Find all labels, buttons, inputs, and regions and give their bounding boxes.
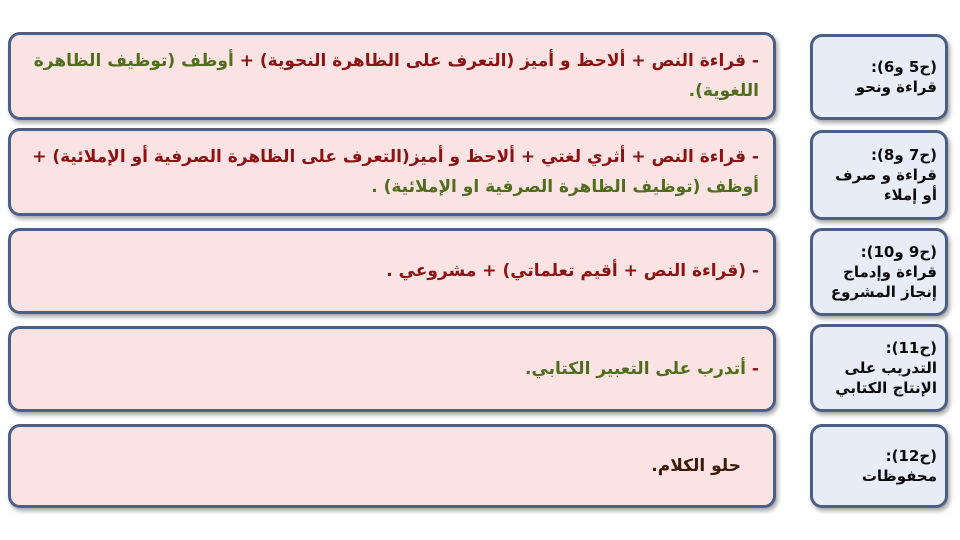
session-label-box: [810, 228, 948, 316]
session-label-box: [810, 424, 948, 508]
activities-box: [8, 424, 776, 508]
activity-segment: أتدرب على التعبير الكتابي.: [524, 359, 747, 379]
activity-segment: - قراءة النص + ألاحظ و أميز (التعرف على الظاهرة النحوية) +: [233, 51, 759, 71]
session-number: (ح9 و10):: [860, 243, 937, 261]
session-type: قراءة ونحو: [855, 78, 937, 96]
activities-text: [25, 142, 759, 202]
activity-segment: -: [746, 359, 759, 379]
activity-segment: أوظف (توظيف الظاهرة الصرفية او الإملائية) .: [371, 177, 759, 197]
session-type: الإنتاج الكتابي: [835, 379, 937, 397]
session-type: محفوظات: [861, 467, 937, 485]
session-type: قراءة و صرف: [835, 166, 937, 184]
session-number: (ح11):: [885, 339, 937, 357]
activities-text: [25, 354, 759, 384]
session-number: (ح7 و8):: [871, 146, 937, 164]
session-type: إنجاز المشروع: [830, 283, 937, 301]
session-type: التدريب على: [844, 359, 937, 377]
session-type: قراءة وإدماج: [843, 263, 937, 281]
activity-segment: أوظف (توظيف الظاهرة اللغوية).: [33, 51, 759, 101]
activities-text: [25, 256, 759, 286]
activities-box: [8, 128, 776, 216]
session-number: (ح12):: [885, 447, 937, 465]
activity-segment: - (قراءة النص + أقيم تعلماتي) + مشروعي .: [386, 261, 759, 281]
activities-box: [8, 32, 776, 120]
activities-text: [25, 46, 759, 106]
activities-box: [8, 228, 776, 314]
activity-segment: حلو الكلام.: [651, 456, 741, 476]
activity-segment: - قراءة النص + أثري لغتي + ألاحظ و أميز(التعرف على الظاهرة الصرفية أو الإملائية) +: [32, 147, 759, 167]
session-number: (ح5 و6):: [871, 58, 937, 76]
session-type: أو إملاء: [883, 186, 937, 204]
session-label-box: [810, 130, 948, 220]
session-label-box: [810, 324, 948, 412]
activities-text: [25, 451, 759, 481]
session-label-box: [810, 34, 948, 120]
activities-box: [8, 326, 776, 412]
